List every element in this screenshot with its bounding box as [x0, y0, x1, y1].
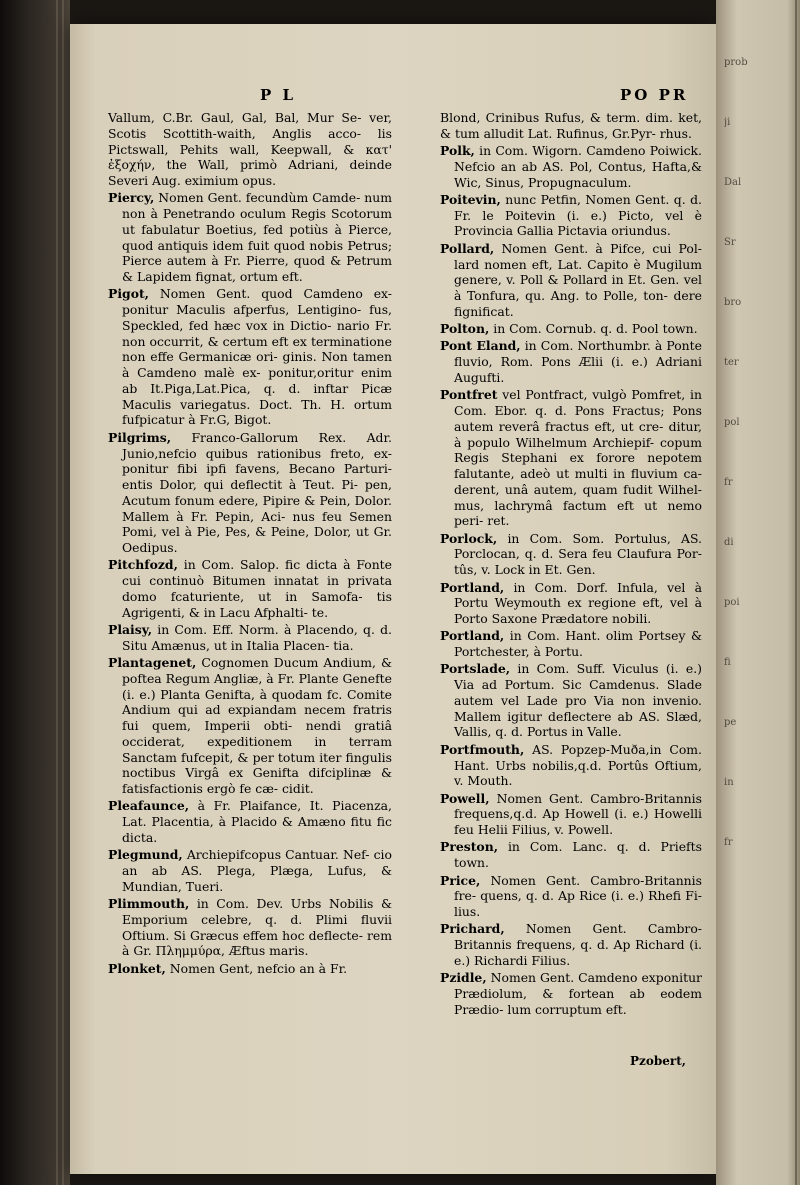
- entry-text: Cognomen Ducum Andium, & poftea Regum Angliæ, à Fr. Plante Genefte (i. e.) Planta Genifta, à quodam fc. Comite Andium qui ad expiandam necem fratris fui quem, Imperii obti- nendi gratiâ occiderat, expeditionem in terram Sanctam fufcepit, & per totum iter fingulis noctibus Virgâ ex Genifta difciplinæ & fatisfactionis ergò fe cæ- cidit.: [122, 655, 392, 797]
- page-header-right: PO PR: [620, 86, 689, 104]
- right-column: [440, 110, 702, 1019]
- dictionary-entry: [440, 531, 702, 578]
- entry-headword: Poitevin,: [440, 191, 501, 207]
- entry-headword: Plegmund,: [108, 847, 183, 863]
- catchword: Pzobert,: [630, 1054, 686, 1068]
- adjacent-page-fragment: fi: [724, 657, 731, 668]
- adjacent-page-fragment: fr: [724, 837, 733, 848]
- adjacent-page-edge: [716, 0, 800, 1185]
- entry-text: Franco-Gallorum Rex. Adr. Junio,nefcio quibus rationibus freto, ex- ponitur fibi ipfi favens, Becano Parturi- entis Dolor, qui deflectit à Teut. Pi- pen, Acutum fonum edere, Pipire & Pein, Dolor. Mallem à Fr. Pepin, Aci- nus feu Semen Pomi, vel à Pie, Pes, & Peine, Dolor, ut Gr. Oedipus.: [122, 429, 392, 556]
- entry-text: Nomen Gent. à Pifce, cui Pol- lard nomen eft, Lat. Capito è Mugilum genere, v. Poll & Pollard in Et. Gen. vel à Tonfura, qu. Ang. to Polle, ton- dere fignificat.: [454, 240, 702, 319]
- dictionary-entry: [440, 970, 702, 1017]
- dictionary-entry: [440, 241, 702, 320]
- dictionary-entry: [108, 190, 392, 285]
- entry-text: in Com. Wigorn. Camdeno Poiwick. Nefcio an ab AS. Pol, Contus, Hafta,& Wic, Sinus, Propugnaculum.: [454, 143, 702, 190]
- entry-text: in Com. Northumbr. à Ponte fluvio, Rom. Pons Ælii (i. e.) Adriani Augufti.: [454, 338, 702, 385]
- dictionary-entry: [440, 742, 702, 789]
- entry-text: Nomen Gent. Cambro-Britannis frequens,q.d. Ap Howell (i. e.) Howelli feu Helii Filius, v. Powell.: [454, 790, 702, 838]
- dictionary-entry: [440, 791, 702, 838]
- page-edge-line: [62, 0, 64, 1185]
- entry-text: à Fr. Plaifance, It. Piacenza, Lat. Placentia, à Placido & Amæno fitu fic dicta.: [122, 798, 392, 845]
- dictionary-entry: [440, 580, 702, 627]
- entry-text: Blond, Crinibus Rufus, & term. dim. ket, & tum alludit Lat. Rufinus, Gr.Pyr- rhus.: [440, 110, 702, 141]
- adjacent-page-fragment: poi: [724, 597, 740, 608]
- dictionary-entry: [440, 338, 702, 385]
- entry-text: Nomen Gent, nefcio an à Fr.: [169, 960, 348, 976]
- page-header-left: P L: [260, 86, 297, 104]
- entry-headword: Pigot,: [108, 286, 149, 302]
- dictionary-entry: [108, 798, 392, 845]
- dictionary-entry: [440, 387, 702, 529]
- dictionary-entry: [108, 110, 392, 189]
- entry-headword: Prichard,: [440, 921, 505, 937]
- entry-text: Nomen Gent. Cambro-Britannis fre- quens, q. d. Ap Rice (i. e.) Rhefi Fi- lius.: [454, 872, 702, 920]
- dictionary-entry: [440, 110, 702, 142]
- left-book-gutter: [0, 0, 70, 1185]
- entry-headword: Powell,: [440, 790, 490, 806]
- entry-text: Nomen Gent. fecundùm Camde- num non à Penetrando oculum Regis Scotorum ut fabulatur Boetius, fed potiùs à Pierce, quod antiquis idem fuit quod nobis Petrus; Pierce autem à Fr. Pierre, quod & Petrum & Lapidem fignat, ortum eft.: [122, 190, 392, 285]
- entry-text: in Com. Suff. Viculus (i. e.) Via ad Portum. Sic Camdenus. Slade autem vel Lade pro Via non invenio. Mallem igitur deflectere ab AS. Slæd, Vallis, q. d. Portus in Valle.: [454, 661, 702, 740]
- entry-text: in Com. Som. Portulus, AS. Porclocan, q. d. Sera feu Claufura Por- tûs, v. Lock in Et. Gen.: [454, 530, 702, 578]
- entry-text: Nomen Gent. quod Camdeno ex- ponitur Maculis afperfus, Lentigino- fus, Speckled, fed hæc vox in Dictio- nario Fr. non occurrit, & certum eft ex terminatione non effe Germanicæ ori- ginis. Non tamen à Camdeno malè ex- ponitur,oritur enim ab It.Piga,Lat.Pica, q. d. inftar Picæ Maculis variegatus. Doct. Th. H. ortum fufpicatur à Fr.G, Bigot.: [122, 286, 392, 428]
- entry-headword: Pleafaunce,: [108, 798, 190, 814]
- dictionary-entry: [108, 847, 392, 894]
- dictionary-entry: [440, 921, 702, 968]
- page-edge-line: [56, 0, 58, 1185]
- adjacent-page-fragment: fr: [724, 477, 733, 488]
- dictionary-entry: [108, 557, 392, 620]
- entry-text: AS. Popzep-Muða,in Com. Hant. Urbs nobilis,q.d. Portûs Oftium, v. Mouth.: [454, 741, 702, 789]
- entry-text: Vallum, C.Br. Gaul, Gal, Bal, Mur Se- ver, Scotis Scottith-waith, Anglis acco- lis Pictswall, Pehits wall, Keepwall, & κατ' ἐξοχήν, the Wall, primò Adriani, deinde Severi Aug. eximium opus.: [108, 110, 392, 188]
- dictionary-entry: [108, 896, 392, 959]
- entry-headword: Polk,: [440, 143, 475, 159]
- entry-text: in Com. Lanc. q. d. Priefts town.: [454, 839, 702, 871]
- entry-headword: Piercy,: [108, 190, 155, 206]
- entry-headword: Portslade,: [440, 661, 511, 677]
- adjacent-page-fragment: pe: [724, 717, 737, 728]
- entry-headword: Pitchfozd,: [108, 557, 178, 573]
- adjacent-page-fragment: ter: [724, 357, 739, 368]
- adjacent-page-fragment: ji: [724, 117, 731, 128]
- entry-headword: Preston,: [440, 839, 499, 855]
- dictionary-entry: [440, 321, 702, 337]
- entry-headword: Pilgrims,: [108, 429, 172, 445]
- entry-headword: Polton,: [440, 321, 490, 337]
- entry-text: Archiepifcopus Cantuar. Nef- cio an ab AS. Plega, Plæga, Lufus, & Mundian, Tueri.: [122, 847, 392, 894]
- dictionary-entry: [440, 661, 702, 740]
- entry-headword: Pollard,: [440, 240, 495, 256]
- adjacent-page-text: [724, 0, 794, 1185]
- entry-headword: Price,: [440, 872, 481, 888]
- adjacent-page-edge-line: [795, 0, 797, 1185]
- entry-headword: Pontfret: [440, 387, 498, 403]
- entry-headword: Plonket,: [108, 960, 166, 976]
- dictionary-entry: [108, 622, 392, 654]
- adjacent-page-fragment: Sr: [724, 237, 736, 248]
- entry-headword: Porlock,: [440, 530, 498, 546]
- adjacent-page-fragment: pol: [724, 417, 740, 428]
- entry-headword: Portland,: [440, 579, 505, 595]
- dictionary-entry: [108, 961, 392, 977]
- entry-headword: Portfmouth,: [440, 741, 525, 757]
- entry-text: nunc Petfin, Nomen Gent. q. d. Fr. le Poitevin (i. e.) Picto, vel è Provincia Gallia Pictavia oriundus.: [454, 191, 702, 239]
- dictionary-entry: [440, 839, 702, 871]
- dictionary-entry: [108, 430, 392, 556]
- adjacent-page-fragment: di: [724, 537, 734, 548]
- entry-text: in Com. Dev. Urbs Nobilis & Emporium celebre, q. d. Plimi fluvii Oftium. Si Græcus effem hoc deflecte- rem à Gr. Πλημμύρα, Æftus maris.: [122, 896, 392, 959]
- dictionary-entry: [108, 286, 392, 428]
- dictionary-entry: [440, 873, 702, 920]
- entry-text: in Com. Hant. olim Portsey & Portchester, à Portu.: [454, 628, 702, 660]
- entry-headword: Plimmouth,: [108, 896, 190, 912]
- dictionary-entry: [108, 655, 392, 797]
- entry-headword: Pzidle,: [440, 970, 487, 986]
- entry-text: vel Pontfract, vulgò Pomfret, in Com. Ebor. q. d. Pons Fractus; Pons autem reverâ fractus eft, ut cre- ditur, à populo Wilhelmum Archiepif- copum Regis Stephani ex forore nepotem falutante, adeò ut multi in fluvium ca- derent, unâ autem, quam fudit Wilhel- mus, lachrymâ factum eft ut nemo peri- ret.: [454, 387, 702, 529]
- dictionary-entry: [440, 628, 702, 660]
- dictionary-entry: [440, 143, 702, 190]
- entry-headword: Pont Eland,: [440, 338, 521, 354]
- dictionary-entry: [440, 192, 702, 239]
- left-column: [108, 110, 392, 978]
- entry-headword: Plaisy,: [108, 621, 153, 637]
- entry-headword: Plantagenet,: [108, 655, 197, 671]
- entry-headword: Portland,: [440, 628, 505, 644]
- entry-text: in Com. Dorf. Infula, vel à Portu Weymouth ex regione eft, vel à Porto Saxone Prædatore nobili.: [454, 579, 702, 626]
- entry-text: Nomen Gent. Cambro-Britannis frequens, q. d. Ap Richard (i. e.) Richardi Filius.: [454, 921, 702, 968]
- entry-text: in Com. Salop. fic dicta à Fonte cui continuò Bitumen innatat in privata domo fcaturiente, ut in Samofa- tis Agrigenti, & in Lacu Afphalti- te.: [122, 557, 392, 620]
- entry-text: in Com. Eff. Norm. à Placendo, q. d. Situ Amænus, ut in Italia Placen- tia.: [122, 621, 392, 653]
- adjacent-page-fragment: bro: [724, 297, 742, 308]
- adjacent-page-fragment: Dal: [724, 177, 742, 188]
- entry-text: Nomen Gent. Camdeno exponitur Prædiolum, & fortean ab eodem Prædio- lum corruptum eft.: [454, 970, 702, 1017]
- entry-text: in Com. Cornub. q. d. Pool town.: [493, 321, 698, 337]
- adjacent-page-fragment: in: [724, 777, 734, 788]
- adjacent-page-fragment: prob: [724, 57, 748, 68]
